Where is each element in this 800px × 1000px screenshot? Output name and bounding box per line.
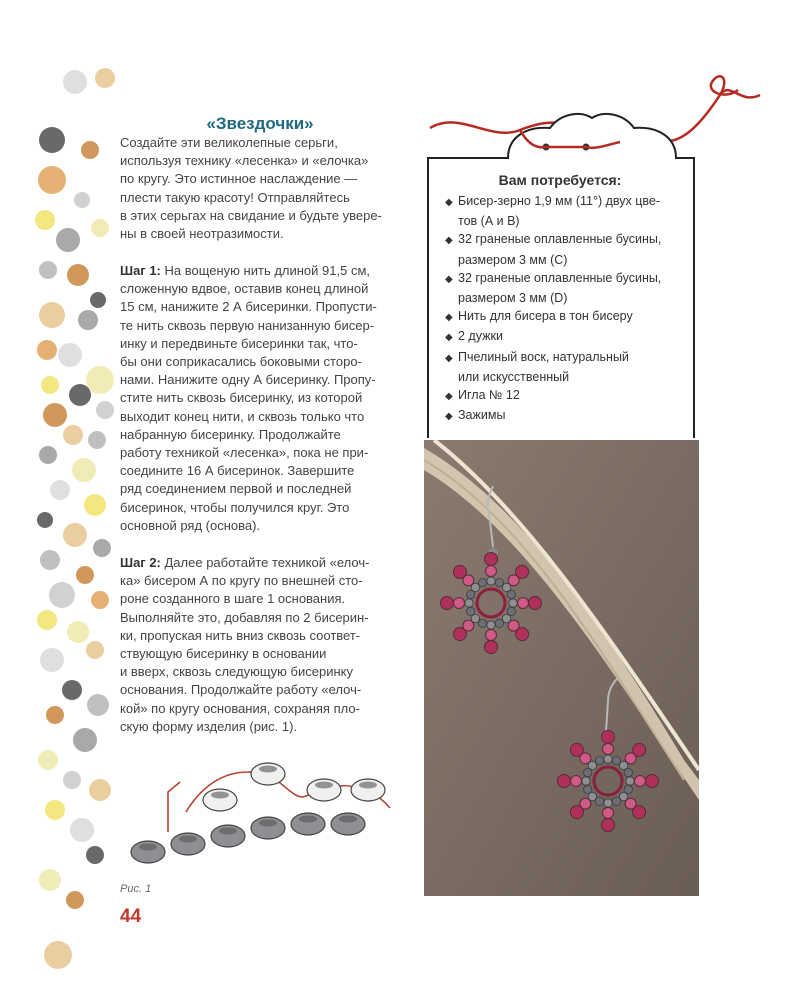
text-line: выходит конец нити, и сквозь только что — [120, 408, 365, 424]
bead — [509, 599, 517, 607]
bead — [558, 775, 571, 788]
text-line: ка» бисером А по кругу по внешней сто- — [120, 573, 363, 589]
text-line: На вощеную нить длиной 91,5 см, — [160, 263, 371, 278]
materials-item — [445, 406, 661, 426]
bead — [588, 792, 596, 800]
bead — [454, 598, 465, 609]
decorative-dot — [43, 403, 67, 427]
decorative-dot — [76, 566, 94, 584]
text-line: Создайте эти великолепные серьги, — [120, 135, 338, 150]
earrings-photo — [424, 440, 699, 896]
decorative-dot — [86, 366, 114, 394]
text-line: работу техникой «лесенка», пока не при- — [120, 445, 369, 461]
materials-item — [445, 386, 661, 406]
materials-item — [445, 192, 661, 212]
decorative-dot — [78, 310, 98, 330]
decorative-dot — [67, 264, 89, 286]
materials-item-text: Пчелиный воск, натуральный — [458, 349, 629, 364]
text-line: 15 см, нанижите 2 А бисеринки. Пропусти- — [120, 299, 377, 315]
bead — [486, 566, 497, 577]
bead — [441, 597, 454, 610]
step-1-label: Шаг 1: — [120, 263, 161, 278]
text-line: Выполняйте это, добавляя по 2 бисерин- — [120, 609, 369, 625]
text-line: плести такую красоту! Отправляйтесь — [120, 189, 350, 205]
bead — [626, 777, 634, 785]
decorative-dot — [45, 800, 65, 820]
step-1-paragraph — [120, 262, 377, 535]
materials-item-continued — [445, 368, 661, 386]
bullet-icon: ◆ — [445, 197, 453, 208]
decorative-dot — [62, 680, 82, 700]
decorative-dot — [39, 302, 65, 328]
materials-list — [445, 192, 661, 426]
decorative-dot — [44, 941, 72, 969]
intro-paragraph — [120, 134, 382, 243]
decorative-dot — [46, 706, 64, 724]
text-line: кой» по кругу основания, сохраняя пло- — [120, 700, 360, 716]
materials-item-text: 32 граненые оплавленные бусины, — [458, 232, 662, 247]
decorative-dot — [72, 458, 96, 482]
bead — [507, 590, 515, 598]
text-line: Далее работайте техникой «елоч- — [160, 555, 370, 570]
decorative-dot — [74, 192, 90, 208]
materials-item-text: 2 дужки — [458, 329, 503, 344]
materials-item-text: Нить для бисера в тон бисеру — [458, 309, 633, 324]
materials-item-text: Бисер-зерно 1,9 мм (11°) двух цве- — [458, 194, 661, 208]
text-line: используя технику «лесенка» и «елочка» — [120, 153, 369, 169]
decorative-dot — [37, 512, 53, 528]
decorative-dot — [35, 210, 55, 230]
materials-item-continued — [445, 251, 661, 269]
step-2-label: Шаг 2: — [120, 555, 161, 570]
bead — [603, 744, 614, 755]
text-line: скую форму изделия (рис. 1). — [120, 718, 298, 734]
decorative-dot — [91, 219, 109, 237]
bullet-icon: ◆ — [445, 235, 453, 247]
decorative-dot — [56, 228, 80, 252]
bead — [487, 577, 495, 585]
bead — [584, 768, 592, 776]
bead — [529, 597, 542, 610]
decorative-dot — [87, 694, 109, 716]
bead — [624, 785, 632, 793]
bead — [584, 785, 592, 793]
decorative-dot — [58, 343, 82, 367]
decorative-dot — [81, 141, 99, 159]
materials-item-text: тов (А и В) — [458, 214, 520, 229]
text-line: инку и передвиньте бисеринки так, что- — [120, 335, 358, 351]
text-line: в этих серьгах на свидание и будьте увере- — [120, 207, 382, 223]
figure-caption: Рис. 1 — [120, 883, 152, 895]
decorative-dot — [88, 431, 106, 449]
bead — [646, 775, 659, 788]
text-line: основания. Продолжайте работу «елоч- — [120, 682, 362, 698]
bullet-icon: ◆ — [445, 391, 453, 403]
decorative-dot — [50, 480, 70, 500]
text-line: и вверх, сквозь следующую бисеринку — [120, 664, 353, 680]
text-line: набранную бисеринку. Продолжайте — [120, 426, 341, 442]
materials-item — [445, 327, 661, 347]
materials-item — [445, 348, 661, 368]
materials-title: Вам потребуется: — [498, 172, 622, 188]
decorative-dot — [41, 376, 59, 394]
bead — [595, 797, 603, 805]
text-line: нами. Нанижите одну А бисеринку. Пропу- — [120, 372, 376, 388]
bead — [619, 761, 627, 769]
bead — [603, 808, 614, 819]
decorative-dot — [40, 648, 64, 672]
text-line: те нить сквозь первую нанизанную бисер- — [120, 317, 375, 333]
materials-item-text: Зажимы — [458, 408, 506, 423]
bead — [467, 590, 475, 598]
bead — [467, 607, 475, 615]
text-line: ки, пропуская нить вниз сквозь соответ- — [120, 627, 361, 643]
bead — [518, 598, 529, 609]
text-line: основной ряд (основа). — [120, 517, 261, 533]
materials-item-continued — [445, 212, 661, 230]
text-line: ряд соединением первой и последней — [120, 481, 352, 497]
bullet-icon: ◆ — [445, 352, 453, 364]
materials-item — [445, 307, 661, 327]
page-number: 44 — [120, 906, 142, 927]
text-line: ствующую бисеринку в основании — [120, 646, 327, 662]
decorative-dot — [73, 728, 97, 752]
bead — [582, 777, 590, 785]
decorative-dot — [91, 591, 109, 609]
bead — [495, 619, 503, 627]
decorative-dot — [63, 771, 81, 789]
bead — [487, 621, 495, 629]
decorative-dot — [37, 340, 57, 360]
bead — [612, 757, 620, 765]
decorative-dot — [67, 621, 89, 643]
text-line: по кругу. Это истинное наслаждение — — [120, 171, 358, 187]
decorative-dot — [37, 610, 57, 630]
text-line: бы они соприкасались боковыми сторо- — [120, 354, 362, 370]
materials-item-continued — [445, 289, 661, 307]
decorative-dot — [89, 779, 111, 801]
bead — [502, 583, 510, 591]
page-title: «Звездочки» — [206, 114, 314, 133]
text-line: соедините 16 А бисеринок. Завершите — [120, 463, 355, 479]
decorative-dot — [63, 70, 87, 94]
bead — [471, 583, 479, 591]
bead — [485, 553, 498, 566]
bullet-icon: ◆ — [445, 332, 453, 344]
text-line: сложенную вдвое, оставив конец длиной — [120, 281, 369, 297]
bead — [495, 579, 503, 587]
decorative-dot — [90, 292, 106, 308]
bead — [465, 599, 473, 607]
decorative-dot — [93, 539, 111, 557]
bead — [471, 614, 479, 622]
decorative-dot — [38, 750, 58, 770]
bead — [502, 614, 510, 622]
bead — [588, 761, 596, 769]
decorative-dot — [96, 401, 114, 419]
decorative-dot — [66, 891, 84, 909]
bead — [485, 641, 498, 654]
materials-item-text: размером 3 мм (D) — [458, 291, 568, 306]
text-line: бисеринок, чтобы получился круг. Это — [120, 499, 350, 515]
bullet-icon: ◆ — [445, 312, 453, 324]
bead — [612, 797, 620, 805]
materials-item-text: или искусственный — [458, 369, 570, 384]
decorative-dot — [70, 818, 94, 842]
bead — [619, 792, 627, 800]
bead — [604, 799, 612, 807]
text-line: стите нить сквозь бисеринку, из которой — [120, 390, 363, 406]
decorative-dot — [38, 166, 66, 194]
bead — [507, 607, 515, 615]
decorative-dot — [49, 582, 75, 608]
decorative-dot — [39, 446, 57, 464]
bead — [604, 755, 612, 763]
materials-item-text: размером 3 мм (С) — [458, 252, 568, 267]
decorative-dot — [69, 384, 91, 406]
bullet-icon: ◆ — [445, 411, 453, 423]
bead — [478, 579, 486, 587]
bead — [571, 776, 582, 787]
decorative-dot — [86, 641, 104, 659]
bead — [635, 776, 646, 787]
text-line: ны в своей неотразимости. — [120, 226, 284, 242]
bead — [602, 819, 615, 832]
materials-item — [445, 269, 661, 289]
decorative-dot — [39, 127, 65, 153]
decorative-dot — [39, 869, 61, 891]
materials-item-text: Игла № 12 — [458, 388, 520, 403]
bead — [478, 619, 486, 627]
materials-item — [445, 230, 661, 250]
text-line: роне созданного в шаге 1 основания. — [120, 591, 346, 607]
materials-item-text: 32 граненые оплавленные бусины, — [458, 270, 662, 285]
bullet-icon: ◆ — [445, 273, 453, 285]
figure-1-diagram — [128, 752, 398, 872]
decorative-dot — [63, 425, 83, 445]
decorative-dot — [84, 494, 106, 516]
bead — [624, 768, 632, 776]
bead — [595, 757, 603, 765]
bead — [602, 731, 615, 744]
step-2-paragraph — [120, 554, 369, 736]
decorative-dot — [63, 523, 87, 547]
bead — [486, 630, 497, 641]
decorative-dot — [40, 550, 60, 570]
decorative-dot — [39, 261, 57, 279]
decorative-dot — [95, 68, 115, 88]
decorative-dot — [86, 846, 104, 864]
